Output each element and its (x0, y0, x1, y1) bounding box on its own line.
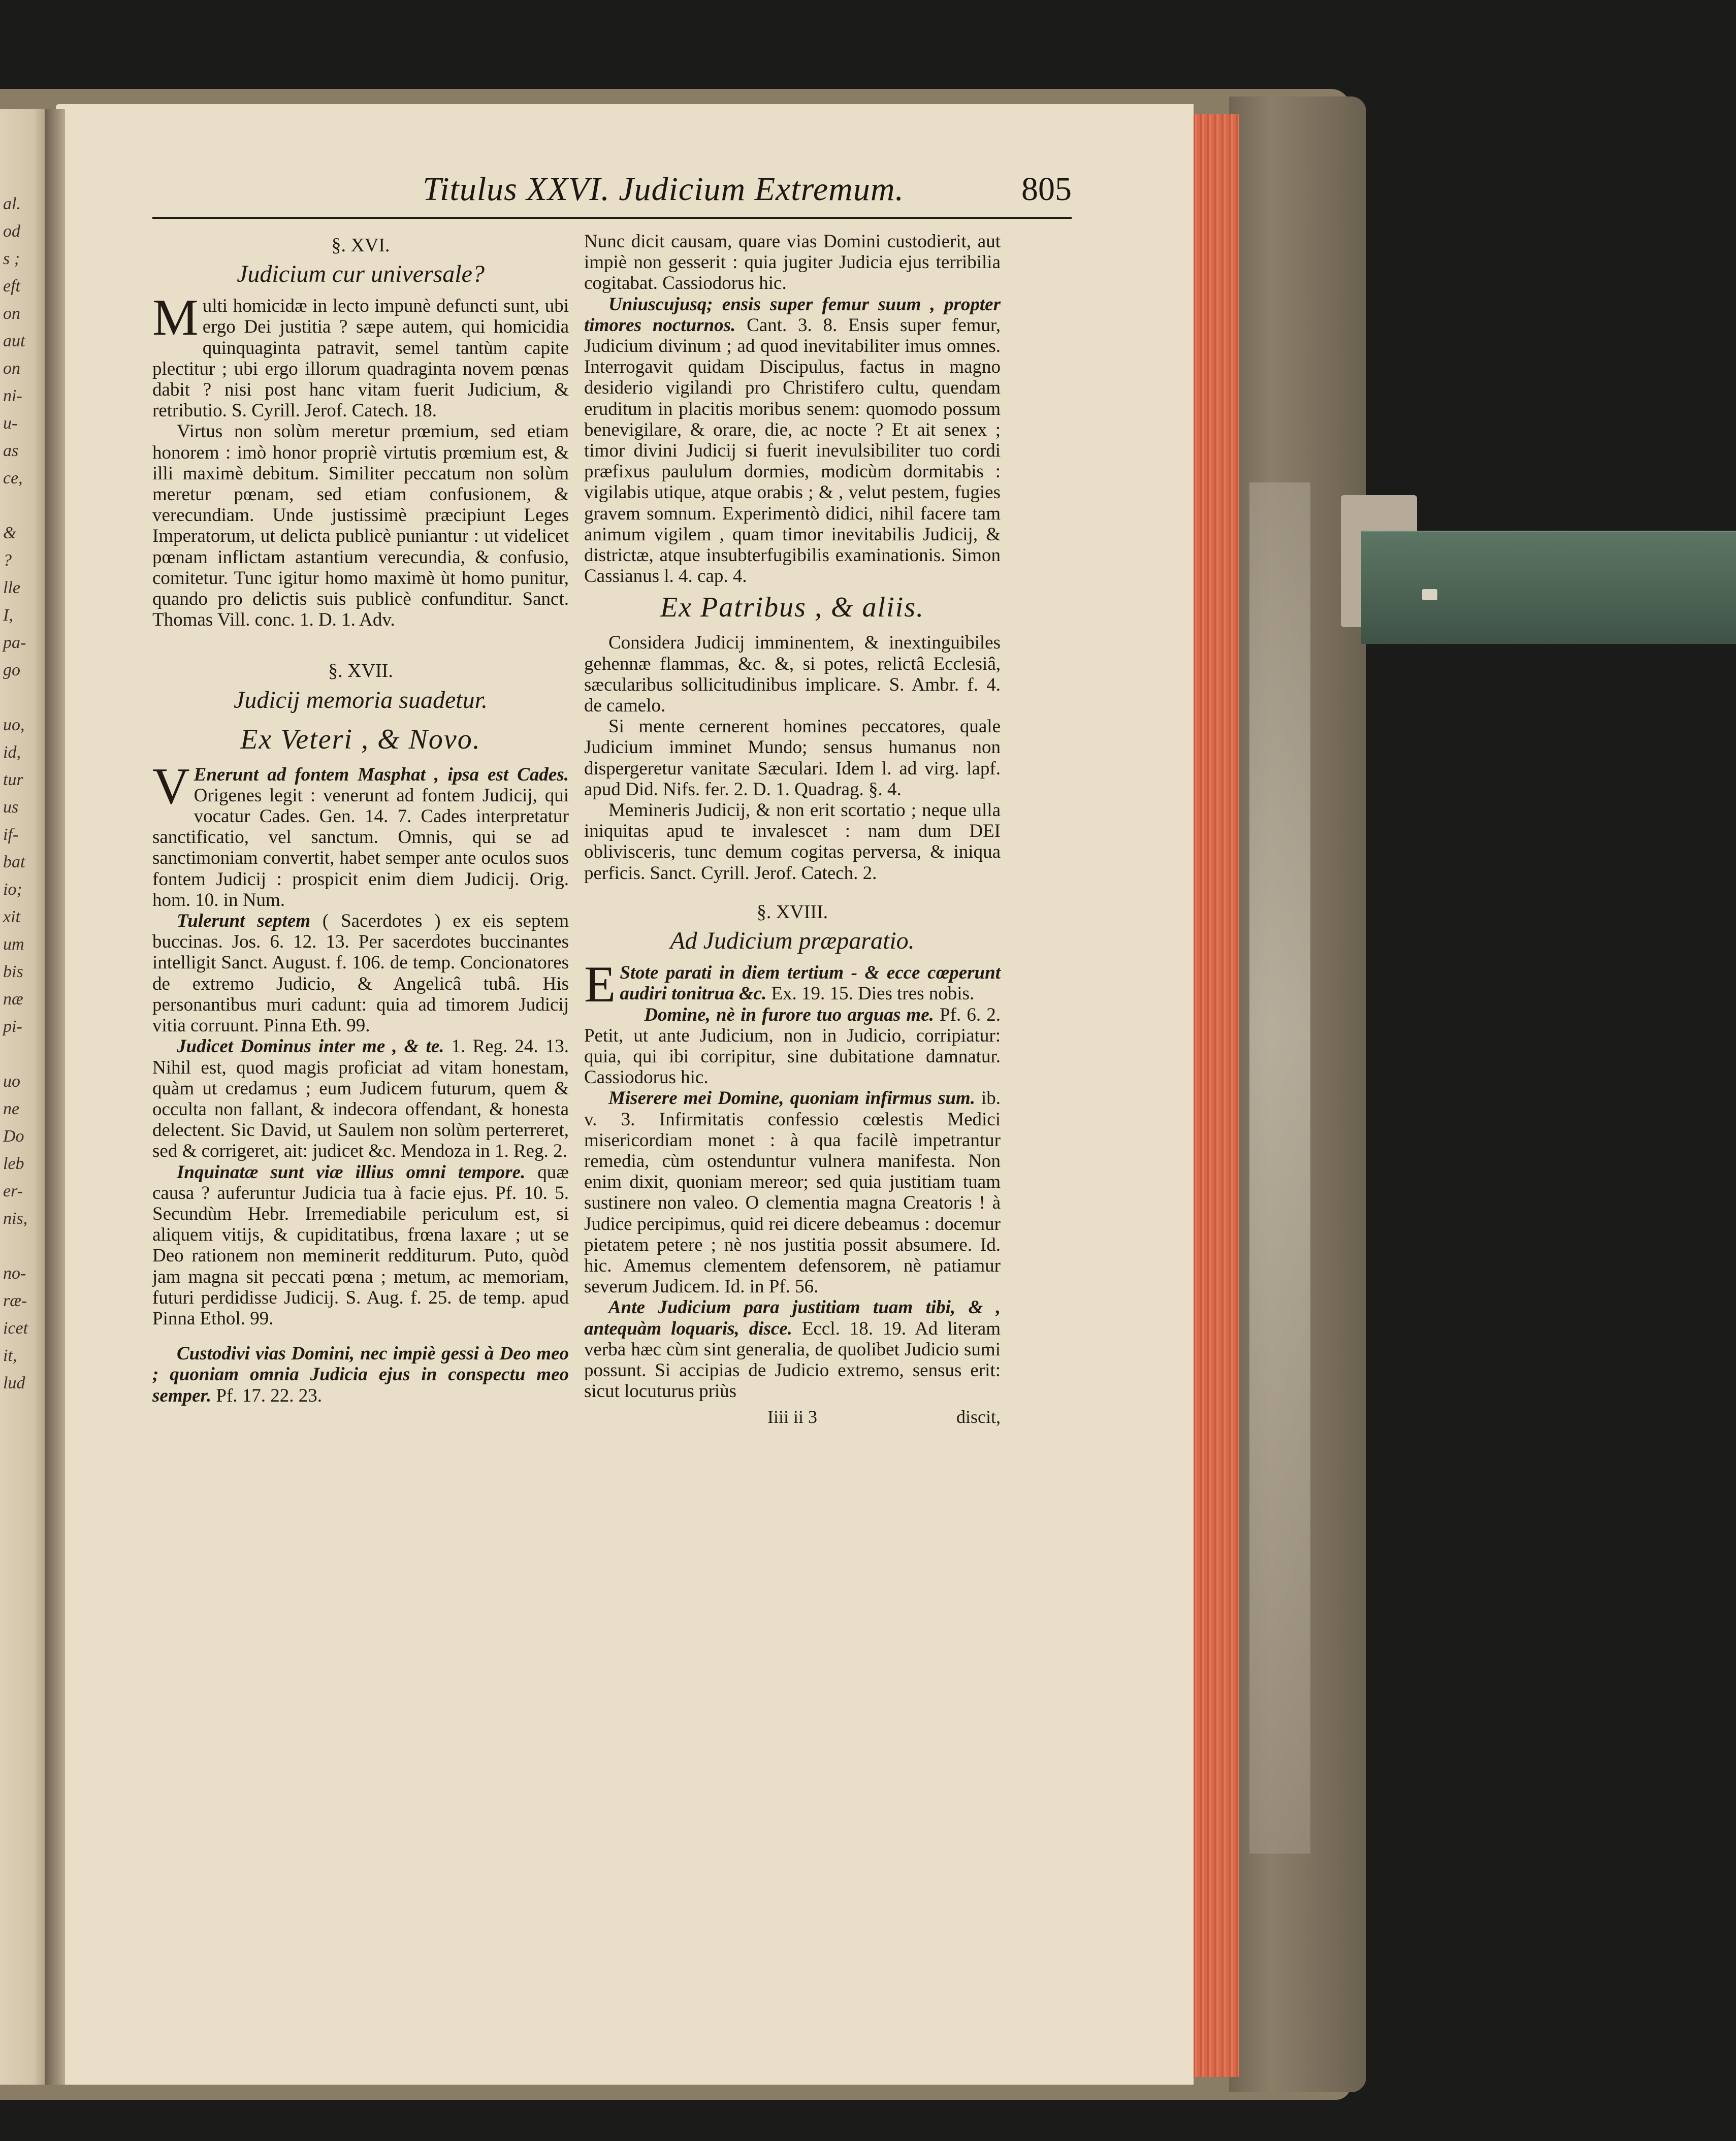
scripture-quote: Uniuscujusq; ensis super femur suum , propter timores nocturnos. (584, 294, 1001, 336)
signature-mark: Iiii ii 3 (767, 1407, 817, 1428)
right-column (584, 231, 1001, 1428)
paragraph: Ante Judicium para justitiam tuam tibi, & , antequàm loquaris, disce. Eccl. 18. 19. Ad literam verba hæc cùm sint generalia, de quolibet Judicio sumi possunt. Si accipias de Judicio extremo, sensus erit: sicut locuturus priùs (584, 1297, 1001, 1402)
section-number: §. XVIII. (756, 901, 828, 923)
scripture-quote: Custodivi vias Domini, nec impiè gessi à Deo meo ; quoniam omnia Judicia ejus in conspectu meo semper. (152, 1343, 569, 1406)
scripture-quote: Judicet Dominus inter me , & te. (177, 1036, 444, 1057)
scripture-quote: Domine, nè in furore tuo arguas me. (644, 1004, 934, 1025)
paragraph: Si mente cernerent homines peccatores, quale Judicium imminet Mundo; sensus humanus non dispergeretur vanitate Sæculari. Idem l. ad virg. lapf. apud Did. Nifs. fer. 2. D. 1. Quadrag. §. 4. (584, 716, 1001, 800)
paragraph: Custodivi vias Domini, nec impiè gessi à Deo meo ; quoniam omnia Judicia ejus in conspectu meo semper. Pf. 17. 22. 23. (152, 1343, 569, 1406)
clasp-rivet (1422, 589, 1437, 600)
paragraph: Miserere mei Domine, quoniam infirmus sum. ib. v. 3. Infirmitatis confessio cœlestis Medici misericordiam monet : à qua facilè impetrantur remedia, cùm ostenduntur vulnera manifesta. Non enim dixit, quoniam mereor; sed quia justitiam tuam sustinere non valeo. O clementia magna Creatoris ! à Judice percipimus, quid rei dicere debeamus : docemur pietatem petere ; nè nos justitia possit absumere. Id. hic. Amemus clementem defensorem, nè patiamur severum Judicem. Id. in Pf. 56. (584, 1088, 1001, 1297)
paragraph: Virtus non solùm meretur prœmium, sed etiam honorem : imò honor propriè virtutis prœmium est, & illi maximè debitum. Similiter peccatum non solùm meretur pœnam, sed etiam confusionem, & verecundiam. Unde justissimè præcipiunt Leges Imperatorum, ut delicta publicè puniantur : ut videlicet pœnam inflictam astantium verecundia, & confusio, comitetur. Tunc igitur homo maximè ùt homo punitur, quando pro delictis suis publicè confunditur. Sanct. Thomas Vill. conc. 1. D. 1. Adv. (152, 421, 569, 631)
section-subheading: Ex Veteri , & Novo. (240, 723, 481, 755)
running-title: Titulus XXVI. Judicium Extremum. (423, 171, 904, 208)
worn-paper-patch (1249, 482, 1310, 1854)
section-number: §. XVI. (331, 235, 390, 256)
paragraph: V Enerunt ad fontem Masphat , ipsa est Cades. Origenes legit : venerunt ad fontem Judicij, qui vocatur Cades. Gen. 14. 7. Cades interpretatur sanctificatio, vel sanctum. Omnis, qui se ad sanctimoniam convertit, habet semper ante oculos suos fontem Judicij : prospicit enim diem Judicij. Orig. hom. 10. in Num. (152, 757, 569, 911)
scripture-quote: Enerunt ad fontem Masphat , ipsa est Cades. (194, 764, 569, 785)
scripture-quote: Inquinatæ sunt viæ illius omni tempore. (177, 1161, 526, 1183)
drop-cap: E (584, 956, 616, 1014)
drop-cap: M (152, 289, 199, 347)
section-title: Ad Judicium præparatio. (670, 927, 915, 955)
scripture-quote: Stote parati in diem tertium - & ecce cœperunt audiri tonitrua &c. (620, 962, 1001, 1004)
section-number: §. XVII. (328, 660, 393, 682)
clasp-strap (1361, 531, 1736, 644)
left-page-edge (0, 109, 48, 2085)
paragraph: Uniuscujusq; ensis super femur suum , propter timores nocturnos. Cant. 3. 8. Ensis super femur, Judicium divinum ; ad quod inevitabiliter imus omnes. Interrogavit quidam Discipulus, factus in magno desiderio vigilandi pro Christifero cultu, quendam eruditum in placitis moribus senem: quomodo possum benevigilare, & orare, die, ac nocte ? Et ait senex ; timor divini Judicij si fuerit inevulsibiliter tuo cordi præfixus paululum dormies, modicùm dormitabis : vigilabis utique, atque orabis ; & , velut pestem, fugies gravem somnum. Experimentò didici, nihil facere tam animum vigilem , quam timor inevitabilis Judicij, & districtæ, atque insubterfugibilis examinationis. Simon Cassianus l. 4. cap. 4. (584, 294, 1001, 587)
paragraph: Tulerunt septem ( Sacerdotes ) ex eis septem buccinas. Jos. 6. 12. 13. Per sacerdotes buccinantes intelligit Sanct. August. f. 106. de temp. Concionatores de extremo Judicio, & Angelicâ tubâ. His personantibus muri cadunt: quia ad timorem Judicij vitia corruunt. Pinna Eth. 99. (152, 911, 569, 1036)
paragraph: Domine, nè in furore tuo arguas me. Pf. 6. 2. Petit, ut ante Judicium, non in Judicio, corripiatur: quia, qui ibi corripitur, sine dubitatione damnatur. Cassiodorus hic. (584, 1004, 1001, 1088)
scripture-quote: Ante Judicium para justitiam tuam tibi, & , antequàm loquaris, disce. (584, 1297, 1001, 1339)
page-number: 805 (1021, 171, 1072, 208)
section-subheading: Ex Patribus , & aliis. (660, 592, 924, 624)
scripture-quote: Miserere mei Domine, quoniam infirmus sum. (608, 1088, 975, 1109)
book-gutter (45, 109, 65, 2085)
section-title: Judicium cur universale? (237, 261, 485, 288)
paragraph: Considera Judicij imminentem, & inextinguibiles gehennæ flammas, &c. &, si potes, relictâ Ecclesiâ, sæcularibus sollicitudinibus implicare. S. Ambr. f. 4. de camelo. (584, 632, 1001, 717)
left-column (152, 231, 569, 1406)
paragraph: Memineris Judicij, & non erit scortatio ; neque ulla iniquitas apud te invalescet : nam dum DEI oblivisceris, tunc demum cogitas perversa, & iniqua perficis. Sanct. Cyrill. Jerof. Catech. 2. (584, 800, 1001, 884)
page-header (152, 170, 1072, 217)
paragraph: Multi homicidæ in lecto impunè defuncti sunt, ubi ergo Dei justitia ? sæpe autem, qui homicidia quinquaginta patravit, semel tantùm capite plectitur ; ubi ergo illorum quadraginta novem pœnas dabit ? nisi post hanc vitam fuerit Judicium, & retributio. S. Cyrill. Jerof. Catech. 18. (152, 289, 569, 421)
paragraph: Judicet Dominus inter me , & te. 1. Reg. 24. 13. Nihil est, quod magis proficiat ad vitam honestam, quàm ut credamus ; eum Judicem futurum, quem & occulta non fallant, & indecora offendant, & honesta delectent. Sic David, ut Saulem non solùm perterreret, sed & corrigeret, ait: judicet &c. Mendoza in 1. Reg. 2. (152, 1036, 569, 1162)
scripture-quote: Tulerunt septem (177, 911, 311, 932)
paragraph: E Stote parati in diem tertium - & ecce cœperunt audiri tonitrua &c. Ex. 19. 15. Dies tres nobis. (584, 956, 1001, 1014)
paragraph: Nunc dicit causam, quare vias Domini custodierit, aut impiè non gesserit : quia jugiter Judicia ejus terribilia cogitabat. Cassiodorus hic. (584, 231, 1001, 294)
paragraph: Inquinatæ sunt viæ illius omni tempore. quæ causa ? auferuntur Judicia tua à facie ejus. Pf. 10. 5. Secundùm Hebr. Irremediabile periculum est, si aliquem vitijs, & cupiditatibus, frœna laxare ; ut se Deo rationem non meminerit redditurum. Puto, quòd jam magna sit peccati pœna ; metum, ac memoriam, futuri perdidisse Judicij. S. Aug. f. 25. de temp. apud Pinna Ethol. 99. (152, 1161, 569, 1329)
drop-cap: V (152, 757, 190, 815)
page-footer (584, 1407, 1001, 1428)
catchword: discit, (956, 1407, 1001, 1428)
left-page-text-fragments: al. od s ; eft on aut on ni- u- as ce, & ? lle I, pa- go uo, id, tur us if- bat io; xit um bis næ pi- uo ne Do leb er- nis, no- ræ- icet it, lud (3, 194, 28, 1392)
section-title: Judicij memoria suadetur. (234, 686, 488, 713)
header-rule (152, 217, 1072, 219)
